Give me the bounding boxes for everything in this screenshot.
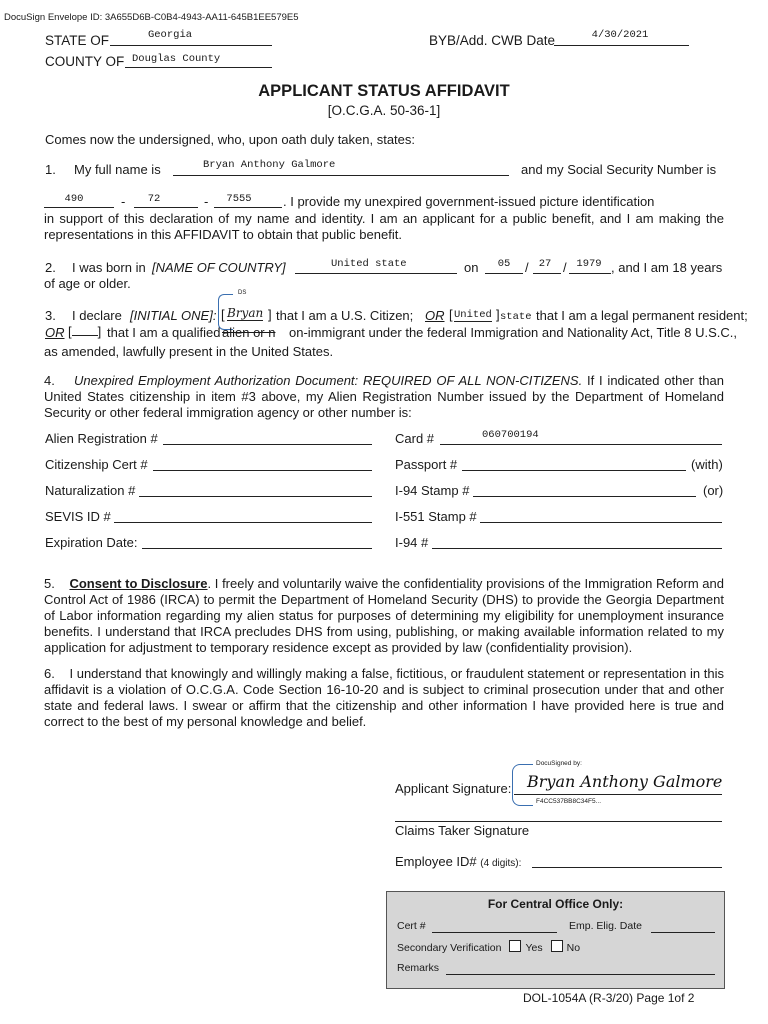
no-label: No bbox=[566, 942, 581, 954]
employee-id-field[interactable] bbox=[532, 867, 722, 868]
year-line bbox=[569, 273, 611, 274]
state-line bbox=[110, 45, 272, 46]
naturalization-field[interactable] bbox=[139, 496, 372, 497]
emp-elig-label: Emp. Elig. Date bbox=[569, 920, 642, 932]
passport-label: Passport # bbox=[395, 457, 458, 472]
card-field[interactable] bbox=[440, 444, 722, 445]
item6-number: 6. bbox=[44, 666, 55, 681]
country-line bbox=[295, 273, 457, 274]
page-title: APPLICANT STATUS AFFIDAVIT bbox=[258, 82, 510, 100]
i94-stamp-field[interactable] bbox=[473, 496, 696, 497]
applicant-signature-line bbox=[514, 794, 722, 795]
claims-taker-line[interactable] bbox=[395, 821, 722, 822]
no-checkbox[interactable] bbox=[551, 940, 563, 952]
birth-day[interactable]: 27 bbox=[538, 258, 552, 270]
or-label-2: OR bbox=[45, 325, 65, 340]
byb-value[interactable]: 4/30/2021 bbox=[591, 29, 649, 41]
cert-label: Cert # bbox=[397, 920, 426, 932]
central-office-title: For Central Office Only: bbox=[487, 897, 624, 911]
day-line bbox=[533, 273, 561, 274]
card-value[interactable]: 060700194 bbox=[482, 429, 539, 441]
form-footer: DOL-1054A (R-3/20) Page 1of 2 bbox=[523, 991, 695, 1005]
item4-number: 4. bbox=[44, 373, 55, 388]
yes-checkbox[interactable] bbox=[509, 940, 521, 952]
state-label: STATE OF bbox=[45, 33, 109, 48]
item2-text-b: , and I am 18 years bbox=[611, 260, 723, 275]
expiration-field[interactable] bbox=[142, 548, 372, 549]
employee-id-label: Employee ID# bbox=[395, 854, 477, 869]
secondary-label: Secondary Verification bbox=[397, 942, 502, 954]
intro-text: Comes now the undersigned, who, upon oath duly taken, states: bbox=[45, 132, 416, 147]
item6-paragraph bbox=[44, 666, 724, 730]
employee-id-note: (4 digits): bbox=[480, 858, 522, 869]
full-name-value[interactable]: Bryan Anthony Galmore bbox=[203, 159, 336, 171]
emp-elig-field[interactable] bbox=[651, 932, 715, 933]
remarks-label: Remarks bbox=[397, 962, 440, 974]
month-line bbox=[485, 273, 523, 274]
envelope-id: DocuSign Envelope ID: 3A655D6B-C0B4-4943-AA11-645B1EE579E5 bbox=[4, 12, 299, 23]
cert-field[interactable] bbox=[432, 932, 557, 933]
slash-1: / bbox=[525, 260, 529, 275]
expiration-label: Expiration Date: bbox=[45, 535, 138, 550]
ssn-dash-2: - bbox=[204, 194, 209, 209]
initial-bracket-open: [ bbox=[221, 307, 225, 322]
item5-paragraph bbox=[44, 576, 724, 656]
item3-text-b: that I am a U.S. Citizen; bbox=[276, 308, 414, 323]
item3-text-f: as amended, lawfully present in the United States. bbox=[44, 344, 334, 359]
yes-label: Yes bbox=[525, 942, 543, 954]
ssn1-line bbox=[44, 207, 114, 208]
central-office-box bbox=[386, 891, 725, 989]
ssn-label: and my Social Security Number is bbox=[521, 162, 717, 177]
item3-text-e: on-immigrant under the federal Immigration and Nationality Act, Title 8 U.S.C., bbox=[289, 325, 737, 340]
item5-text: . I freely and voluntarily waive the confidentiality provisions of the Immigration Reform and Control Act of 1986 (IRCA) to permit the Department of Homeland Security (DHS) to provide the Georgia Department of Labor information regarding my alien status for purposes of determining my eligibility for unemployment insurance benefits. I understand that IRCA precludes DHS from using, publishing, or making available information related to my application for adjustment to temporary residence except as provided by law (confidentiality provision). bbox=[44, 576, 724, 655]
item3-number: 3. bbox=[45, 308, 56, 323]
claims-taker-label: Claims Taker Signature bbox=[395, 823, 530, 838]
item1-label: My full name is bbox=[74, 162, 161, 177]
alien-bracket: [ ] bbox=[68, 324, 102, 339]
county-line bbox=[125, 67, 272, 68]
item2-number: 2. bbox=[45, 260, 56, 275]
sevis-label: SEVIS ID # bbox=[45, 509, 111, 524]
county-label: COUNTY OF bbox=[45, 54, 125, 69]
citizenship-cert-label: Citizenship Cert # bbox=[45, 457, 148, 472]
alien-reg-field[interactable] bbox=[163, 444, 372, 445]
ssn-dash-1: - bbox=[121, 194, 126, 209]
employee-id-label-wrap bbox=[395, 854, 521, 869]
i94-stamp-suffix: (or) bbox=[703, 483, 724, 498]
state-value[interactable]: Georgia bbox=[147, 29, 193, 41]
secondary-row bbox=[397, 940, 580, 954]
card-label: Card # bbox=[395, 431, 435, 446]
naturalization-label: Naturalization # bbox=[45, 483, 136, 498]
passport-suffix: (with) bbox=[691, 457, 723, 472]
passport-field[interactable] bbox=[462, 470, 686, 471]
item1-text-b: in support of this declaration of my name and identity. I am an applicant for a public benefit, and I am making the representations in this AFFIDAVIT to obtain that public benefit. bbox=[44, 211, 724, 242]
item1-number: 1. bbox=[45, 162, 56, 177]
slash-2: / bbox=[563, 260, 567, 275]
ssn3-value[interactable]: 7555 bbox=[226, 193, 252, 205]
page-subtitle: [O.C.G.A. 50-36-1] bbox=[327, 103, 441, 118]
birth-year[interactable]: 1979 bbox=[576, 258, 602, 270]
alien-reg-label: Alien Registration # bbox=[45, 431, 158, 446]
birth-month[interactable]: 05 bbox=[497, 258, 511, 270]
ssn3-line bbox=[214, 207, 282, 208]
i94-field[interactable] bbox=[432, 548, 722, 549]
item3-text-a: I declare bbox=[72, 308, 122, 323]
name-line bbox=[173, 175, 509, 176]
ssn1-value[interactable]: 490 bbox=[64, 193, 84, 205]
item4-heading: Unexpired Employment Authorization Document: REQUIRED OF ALL NON-CITIZENS. bbox=[74, 373, 583, 388]
item5-number: 5. bbox=[44, 576, 55, 591]
byb-line bbox=[554, 45, 689, 46]
applicant-signature[interactable]: Bryan Anthony Galmore bbox=[527, 772, 723, 791]
country-label: [NAME OF COUNTRY] bbox=[152, 260, 286, 275]
sevis-field[interactable] bbox=[114, 522, 372, 523]
lpr-value[interactable]: United bbox=[454, 309, 492, 321]
citizenship-cert-field[interactable] bbox=[153, 470, 372, 471]
item1-text-a: . I provide my unexpired government-issued picture identification bbox=[283, 194, 655, 209]
i551-field[interactable] bbox=[480, 522, 722, 523]
i94-stamp-label: I-94 Stamp # bbox=[395, 483, 470, 498]
county-value[interactable]: Douglas County bbox=[132, 53, 221, 65]
lpr-bracket-close: ] bbox=[496, 307, 500, 322]
remarks-field[interactable] bbox=[446, 974, 715, 975]
ssn2-line bbox=[134, 207, 198, 208]
citizen-initials[interactable]: Bryan bbox=[227, 306, 264, 320]
on-label: on bbox=[464, 260, 479, 275]
struck-text: alien or n bbox=[222, 325, 276, 340]
item4-paragraph bbox=[44, 373, 724, 421]
signature-hash: F4CC537BB8C34F5... bbox=[536, 798, 602, 805]
item6-text: I understand that knowingly and willingly making a false, fictitious, or fraudulent statement or representation in this affidavit is a violation of O.C.G.A. Code Section 16-10-20 and is subject to criminal prosecution under that and other state and federal laws. I swear or affirm that the citizenship and other information I have provided here is true and correct to the best of my personal knowledge and belief. bbox=[44, 666, 725, 729]
initial-one-label: [INITIAL ONE]: bbox=[130, 308, 217, 323]
overlay-text: state bbox=[500, 311, 532, 323]
or-label-1: OR bbox=[425, 308, 445, 323]
item2-text-a: I was born in bbox=[72, 260, 146, 275]
country-value[interactable]: United state bbox=[331, 258, 407, 270]
item4-text: If I indicated other than United States citizenship in item #3 above, my Alien Registration Number issued by the Department of Homeland Security or other federal immigration agency or other number is: bbox=[44, 373, 724, 420]
initial-bracket-close: ] bbox=[268, 307, 272, 322]
ds-tag: DS bbox=[238, 290, 247, 296]
docusigned-label: DocuSigned by: bbox=[536, 760, 582, 767]
i551-label: I-551 Stamp # bbox=[395, 509, 477, 524]
item2-text-c: of age or older. bbox=[44, 276, 131, 291]
ssn2-value[interactable]: 72 bbox=[147, 193, 161, 205]
i94-label: I-94 # bbox=[395, 535, 429, 550]
applicant-signature-label: Applicant Signature: bbox=[395, 781, 512, 796]
item3-text-d: that I am a qualified bbox=[107, 325, 221, 340]
lpr-bracket-open: [ bbox=[449, 307, 453, 322]
item3-text-c: that I am a legal permanent resident; bbox=[536, 308, 748, 323]
byb-label: BYB/Add. CWB Date bbox=[429, 33, 556, 48]
item5-heading: Consent to Disclosure bbox=[69, 576, 208, 591]
